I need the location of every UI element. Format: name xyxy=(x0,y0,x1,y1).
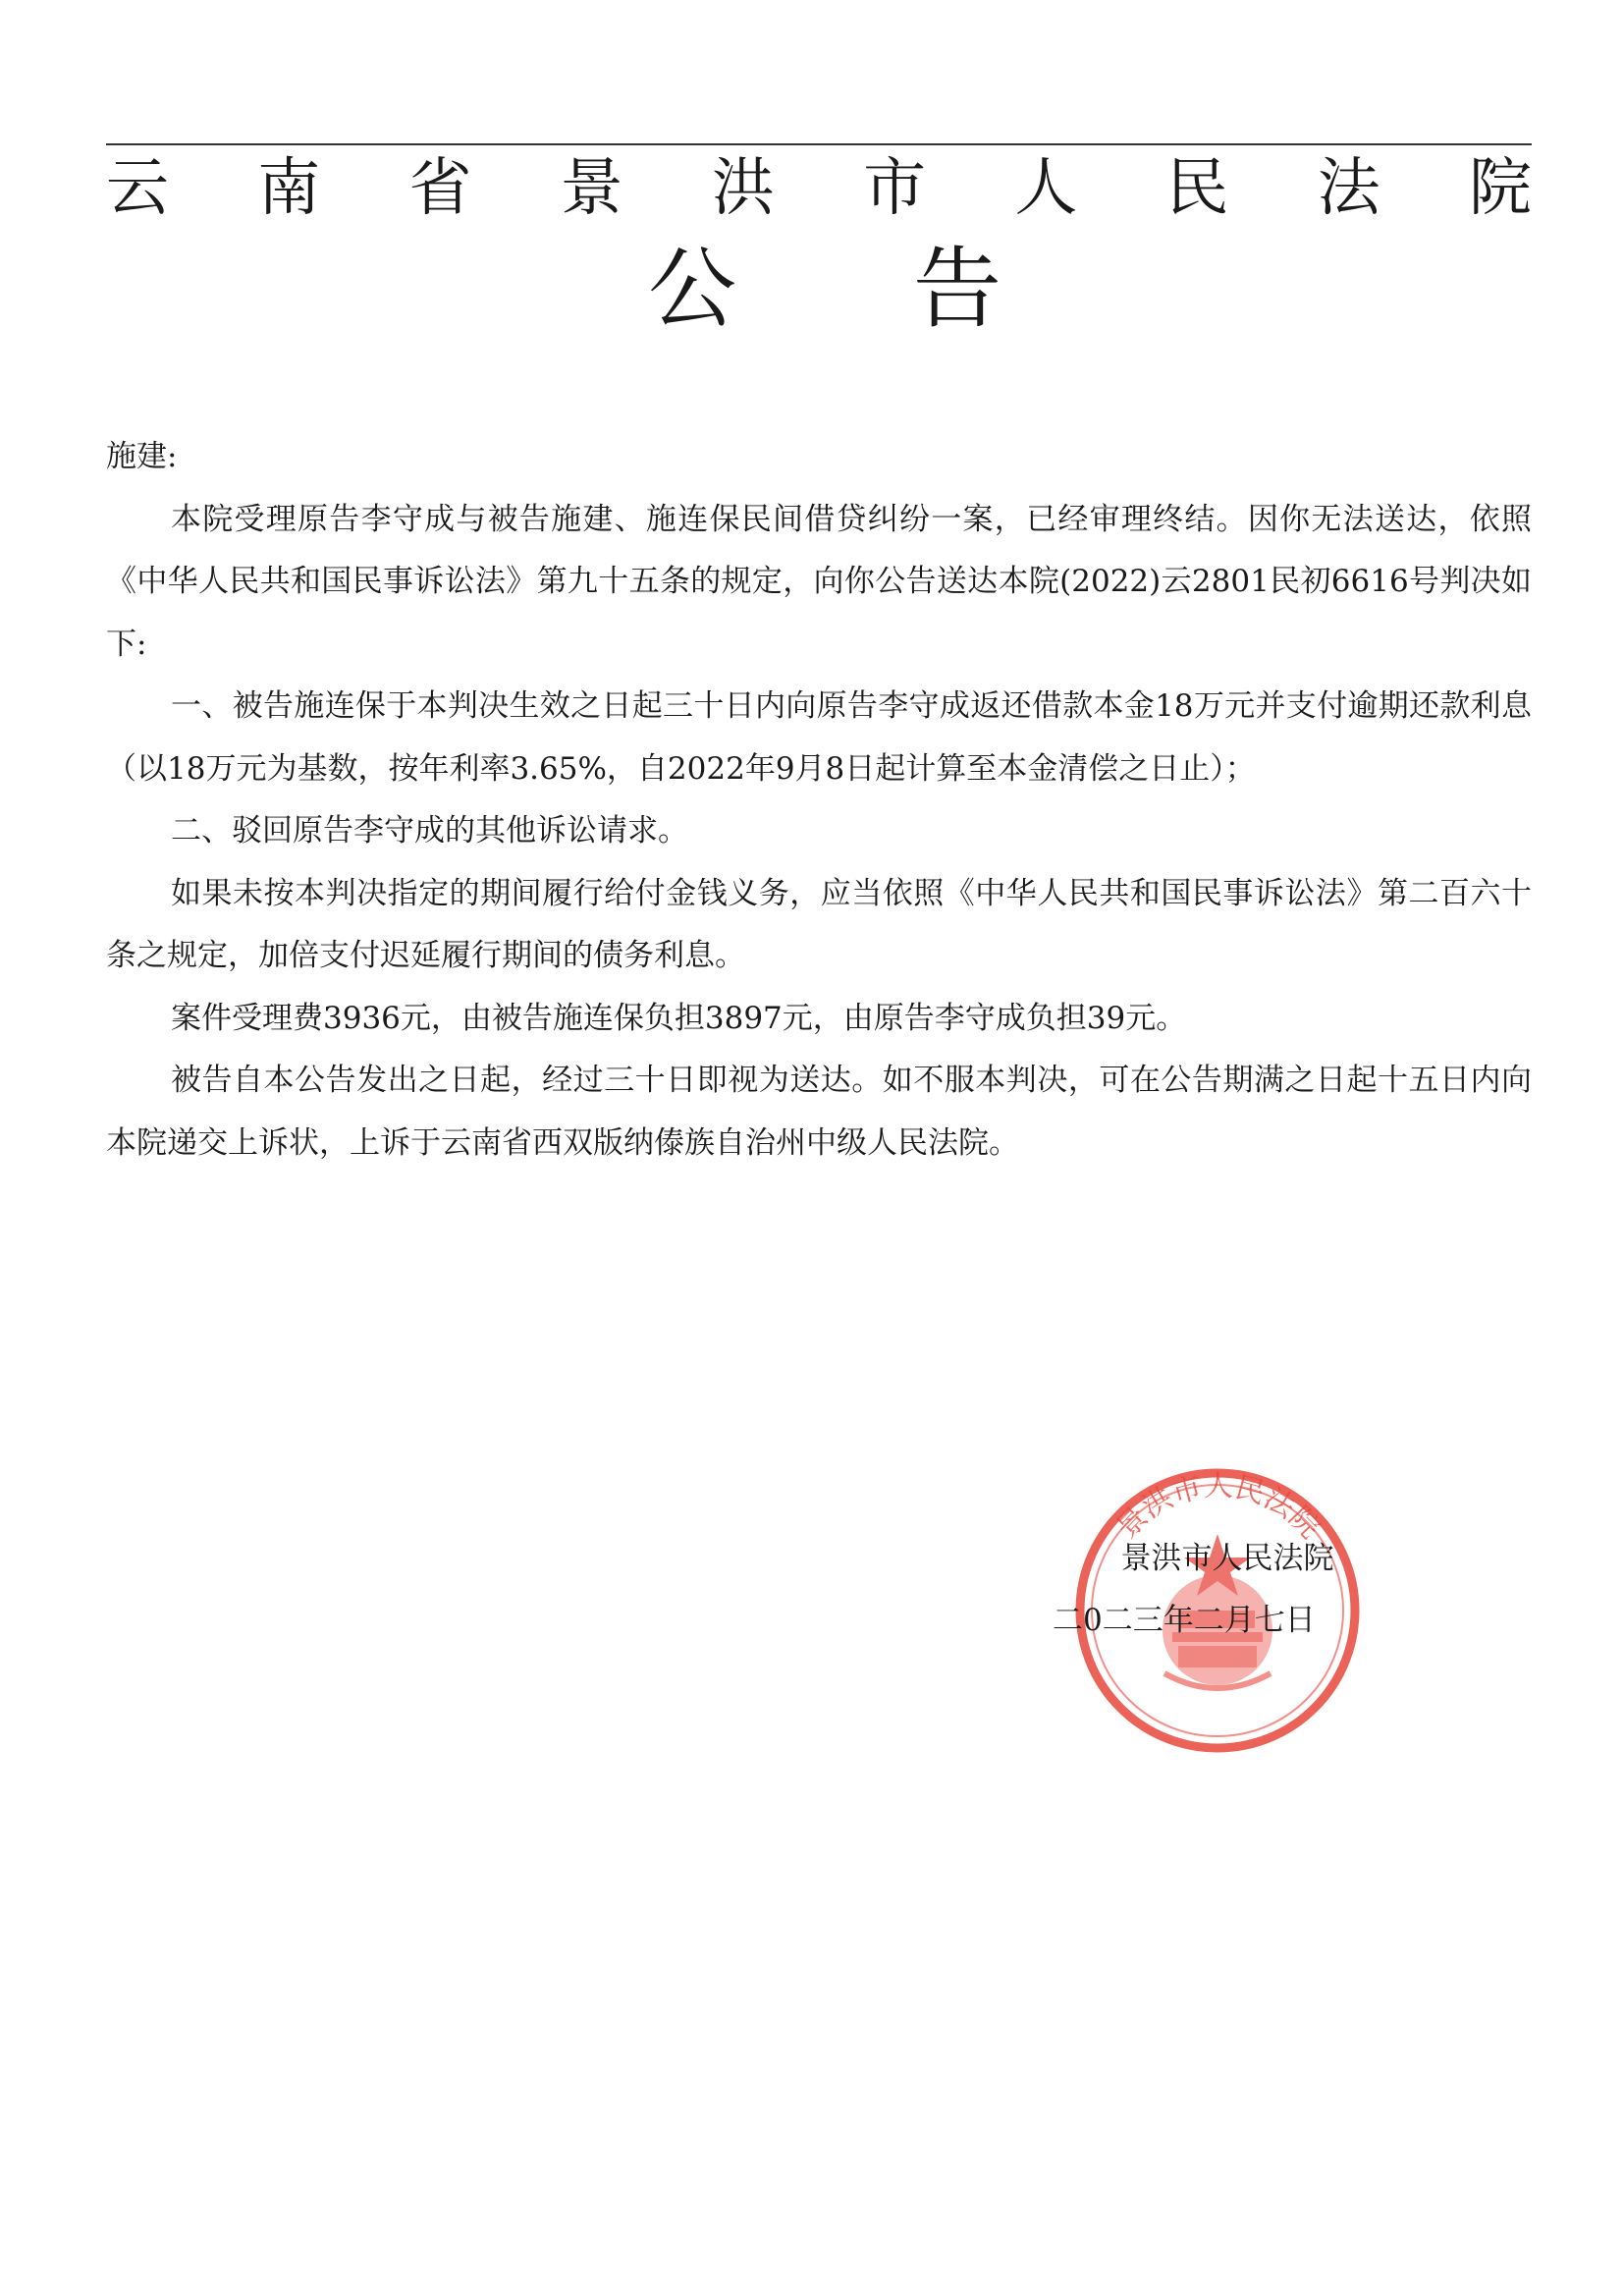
document-title xyxy=(648,236,1001,344)
court-name-char: 景 xyxy=(560,152,623,225)
signature-court-name: 景洪市人民法院 xyxy=(1120,1541,1334,1576)
court-name-char: 民 xyxy=(1165,152,1229,225)
body-paragraph: 如果未按本判决指定的期间履行给付金钱义务，应当依照《中华人民共和国民事诉讼法》第二百六十条之规定，加倍支付迟延履行期间的债务利息。 xyxy=(106,875,1532,973)
body-paragraph: 本院受理原告李守成与被告施建、施连保民间借贷纠纷一案，已经审理终结。因你无法送达，依照《中华人民共和国民事诉讼法》第九十五条的规定，向你公告送达本院(2022)云2801民初6616号判决如下: xyxy=(106,501,1532,662)
body-paragraph: 案件受理费3936元，由被告施连保负担3897元，由原告李守成负担39元。 xyxy=(171,1000,1187,1036)
announcement-body xyxy=(106,426,1532,1175)
court-name-char: 南 xyxy=(257,152,321,225)
header-rule xyxy=(106,143,1532,145)
court-name-char: 云 xyxy=(106,152,169,225)
court-name-heading xyxy=(106,149,1532,228)
title-char: 公 xyxy=(648,238,736,341)
body-paragraph: 被告自本公告发出之日起，经过三十日即视为送达。如不服本判决，可在公告期满之日起十五日内向本院递交上诉状，上诉于云南省西双版纳傣族自治州中级人民法院。 xyxy=(106,1063,1532,1161)
judgment-item-1: 一、被告施连保于本判决生效之日起三十日内向原告李守成返还借款本金18万元并支付逾期还款利息（以18万元为基数，按年利率3.65%，自2022年9月8日起计算至本金清偿之日止）； xyxy=(106,688,1532,787)
court-name-char: 人 xyxy=(1014,152,1078,225)
title-char: 告 xyxy=(913,238,1001,341)
judgment-item-2: 二、驳回原告李守成的其他诉讼请求。 xyxy=(171,813,688,848)
addressee: 施建: xyxy=(106,439,178,474)
court-name-char: 法 xyxy=(1317,152,1380,225)
court-name-char: 院 xyxy=(1468,152,1532,225)
court-name-char: 市 xyxy=(863,152,927,225)
court-name-char: 省 xyxy=(408,152,472,225)
signature-date: 二0二三年二月七日 xyxy=(1053,1603,1316,1638)
court-name-char: 洪 xyxy=(711,152,775,225)
signature-block xyxy=(1011,1528,1404,1652)
seal-text: 景洪市人民法院 xyxy=(1109,1469,1327,1546)
